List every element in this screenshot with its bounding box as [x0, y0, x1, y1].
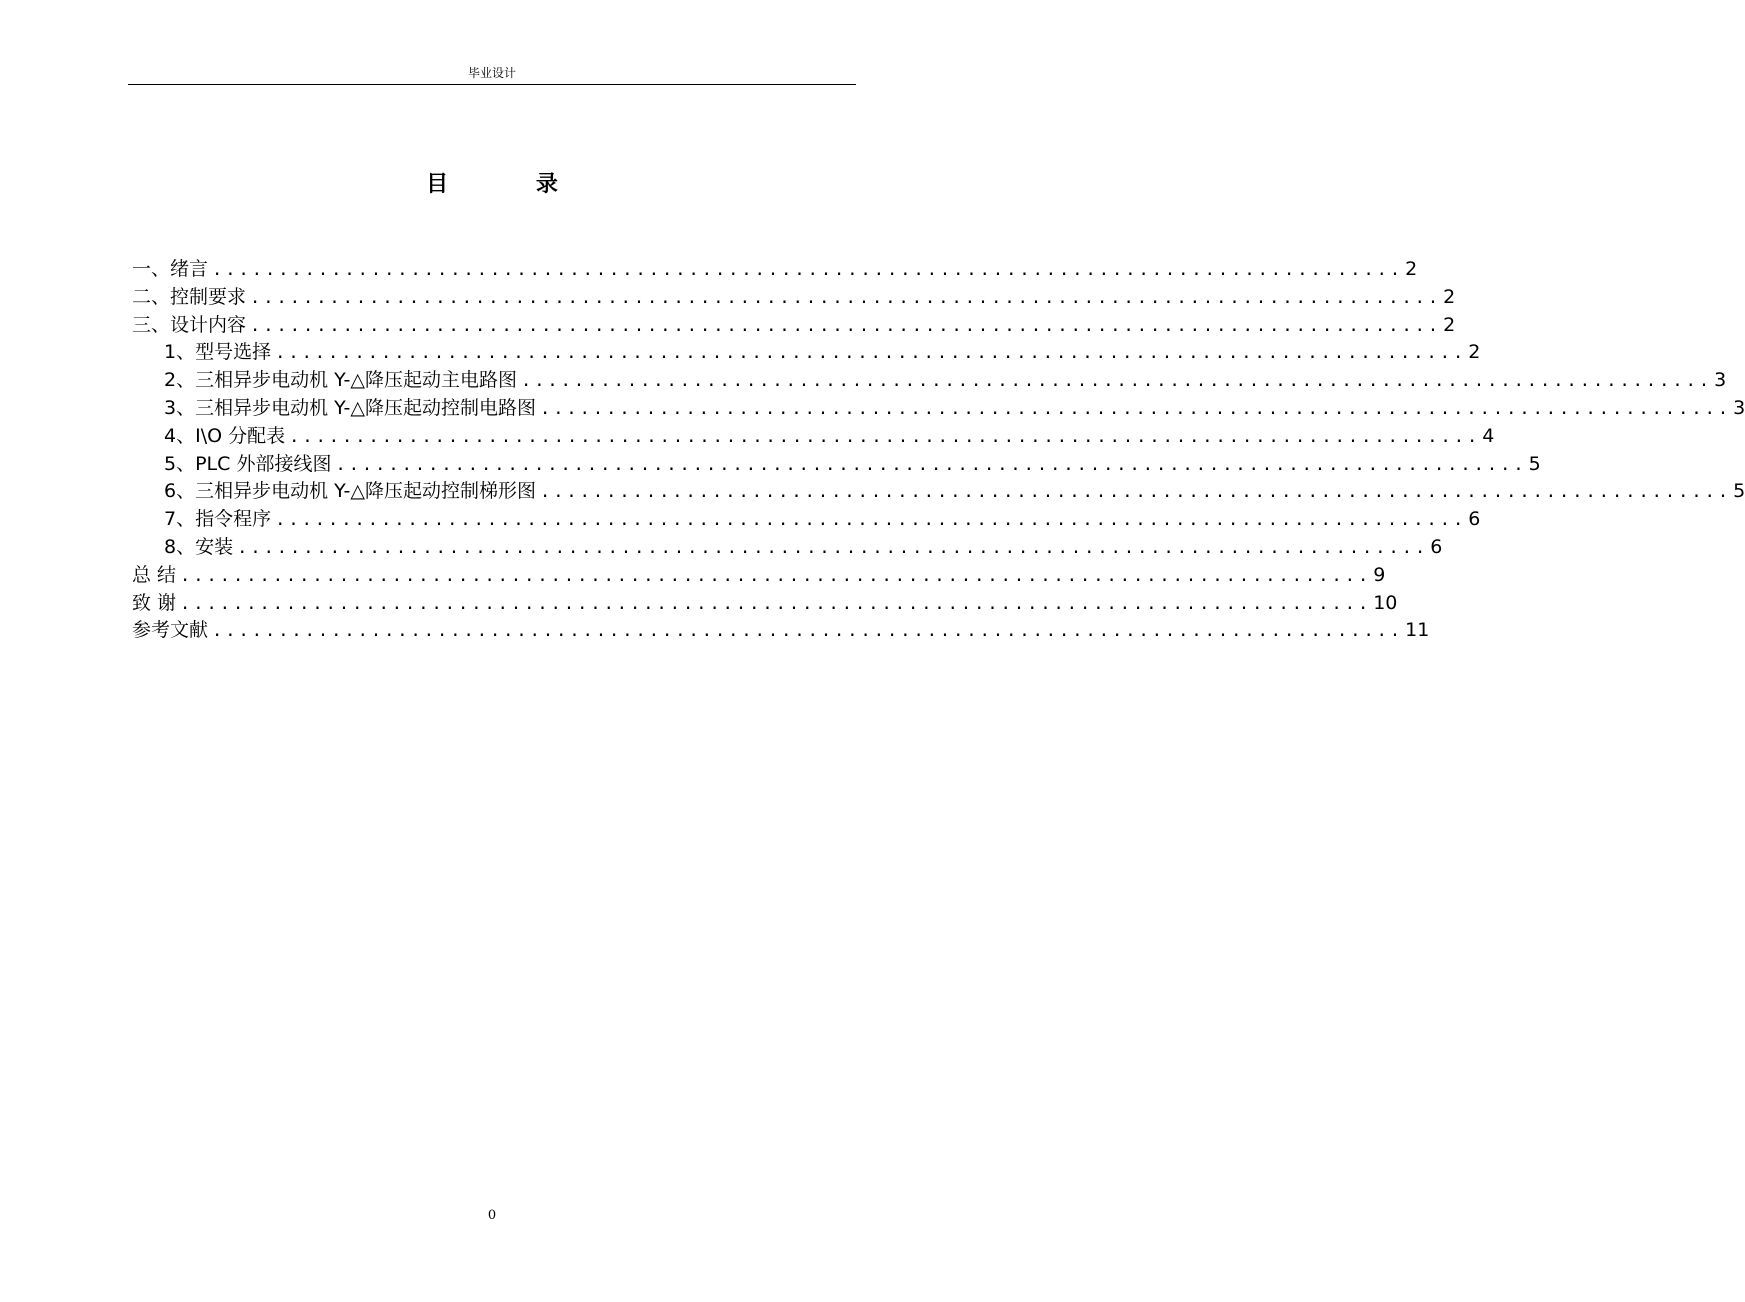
toc-entry-page: 3	[1733, 396, 1745, 419]
toc-entry-page: 5	[1733, 480, 1745, 503]
toc-dot-leader: ..........................................................................................	[289, 426, 1481, 447]
toc-entry-label: 2、三相异步电动机 Y-△降压起动主电路图	[164, 369, 517, 392]
toc-entry-design-content[interactable]	[132, 312, 1456, 340]
toc-entry-page: 3	[1714, 369, 1727, 392]
toc-entry-page: 2	[1405, 258, 1418, 280]
running-header-title: 毕业设计	[467, 66, 516, 80]
toc-dot-leader: ..........................................................................................	[180, 565, 1372, 586]
toc-entry-model-selection[interactable]	[132, 339, 1481, 367]
toc-entry-plc-wiring[interactable]	[132, 451, 1541, 479]
toc-entry-label: 3、三相异步电动机 Y-△降压起动控制电路图	[164, 396, 536, 419]
toc-entry-instruction-program[interactable]	[132, 506, 1481, 534]
toc-entry-label: 8、安装	[164, 535, 234, 558]
toc-dot-leader: ..........................................................................................	[539, 398, 1732, 419]
header-rule	[128, 84, 856, 85]
toc-entry-page: 2	[1443, 285, 1456, 308]
toc-entry-page: 5	[1528, 452, 1541, 475]
footer-page-number: 0	[487, 1208, 497, 1223]
toc-entry-main-circuit[interactable]	[132, 367, 1727, 395]
toc-entry-ladder-diagram[interactable]	[132, 478, 1745, 506]
toc-entry-label: 7、指令程序	[164, 508, 272, 531]
toc-dot-leader: ..........................................................................................	[180, 593, 1372, 614]
toc-entry-page: 2	[1468, 341, 1481, 364]
toc-entry-introduction[interactable]	[132, 256, 1418, 284]
toc-entry-control-requirements[interactable]	[132, 284, 1456, 312]
toc-entry-label: 三、设计内容	[132, 313, 247, 336]
table-of-contents	[132, 256, 1745, 645]
toc-dot-leader: ..........................................................................................	[212, 621, 1404, 642]
toc-heading: 目 录	[426, 172, 598, 197]
toc-entry-label: 致 谢	[132, 591, 177, 614]
toc-entry-page: 10	[1373, 591, 1398, 614]
toc-entry-label: 4、I\O 分配表	[164, 424, 286, 447]
toc-entry-page: 6	[1468, 508, 1481, 531]
toc-entry-page: 11	[1405, 619, 1430, 642]
toc-dot-leader: ..........................................................................................	[520, 371, 1713, 392]
toc-dot-leader: ..........................................................................................	[275, 510, 1467, 531]
toc-dot-leader: ..........................................................................................	[250, 287, 1442, 308]
toc-dot-leader: ..........................................................................................	[237, 537, 1429, 558]
toc-entry-page: 9	[1373, 563, 1386, 586]
toc-dot-leader: ..........................................................................................	[335, 454, 1527, 475]
toc-entry-summary[interactable]	[132, 562, 1386, 590]
toc-entry-label: 一、绪言	[132, 258, 209, 280]
toc-entry-io-assignment[interactable]	[132, 423, 1495, 451]
toc-entry-page: 4	[1482, 424, 1495, 447]
toc-dot-leader: ..........................................................................................	[275, 343, 1467, 364]
toc-entry-control-circuit[interactable]	[132, 395, 1745, 423]
toc-dot-leader: ..........................................................................................	[212, 260, 1404, 280]
toc-entry-label: 5、PLC 外部接线图	[164, 452, 332, 475]
toc-dot-leader: ..........................................................................................	[250, 315, 1442, 336]
toc-entry-page: 2	[1443, 313, 1456, 336]
toc-dot-leader: ..........................................................................................	[539, 482, 1732, 503]
toc-entry-label: 1、型号选择	[164, 341, 272, 364]
toc-entry-references[interactable]	[132, 617, 1430, 645]
toc-entry-label: 6、三相异步电动机 Y-△降压起动控制梯形图	[164, 480, 536, 503]
toc-entry-page: 6	[1430, 535, 1443, 558]
toc-entry-label: 总 结	[132, 563, 177, 586]
toc-entry-label: 参考文献	[132, 619, 209, 642]
toc-entry-acknowledgements[interactable]	[132, 590, 1398, 618]
toc-entry-label: 二、控制要求	[132, 285, 247, 308]
toc-entry-installation[interactable]	[132, 534, 1443, 562]
